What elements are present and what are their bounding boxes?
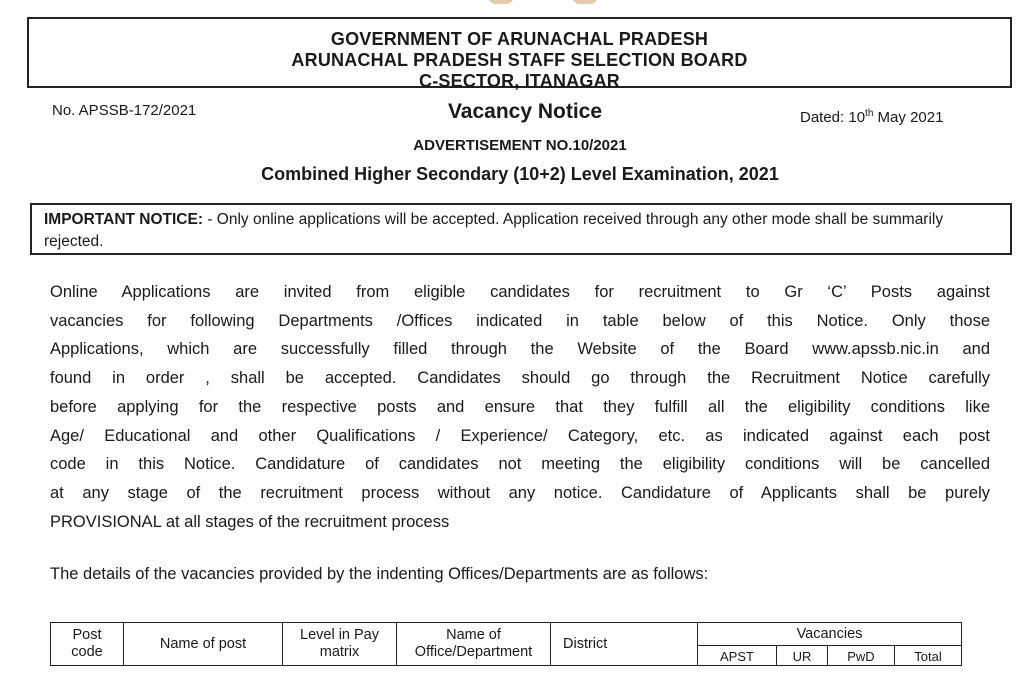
- board-address: C-SECTOR, ITANAGAR: [419, 71, 620, 91]
- letterhead-box: [27, 17, 1012, 91]
- paragraph-line: PROVISIONAL at all stages of the recruitment process: [50, 512, 450, 531]
- reference-row: [0, 100, 1024, 130]
- exam-title: Combined Higher Secondary (10+2) Level Examination, 2021: [261, 164, 779, 184]
- header-level: Level in Pay matrix: [283, 623, 397, 666]
- vacancy-table: [50, 622, 962, 666]
- paragraph-line: Age/ Educational and other Qualifications / Experience/ Category, etc. as indicated against each post: [50, 426, 990, 445]
- header-district: District: [551, 623, 698, 666]
- paragraph-line: at any stage of the recruitment process without any notice. Candidature of Applicants shall be purely: [50, 483, 990, 502]
- header-office: Name of Office/Department: [397, 623, 551, 666]
- vacancy-table-wrap: [50, 622, 962, 682]
- govt-title: GOVERNMENT OF ARUNACHAL PRADESH: [330, 29, 709, 49]
- header-vacancies: Vacancies: [698, 623, 962, 646]
- paragraph-line: vacancies for following Departments /Offices indicated in table below of this Notice. Only those: [50, 311, 990, 330]
- header-name-of-post: Name of post: [124, 623, 283, 666]
- subheader-apst: APST: [698, 646, 777, 666]
- emblem-fragment: [488, 0, 598, 6]
- invitation-paragraph: [50, 278, 990, 536]
- important-notice-text: - Only online applications will be accepted. Application received through any other mode shall be summarily rejected.: [44, 211, 944, 250]
- advertisement-number: ADVERTISEMENT NO.10/2021: [413, 137, 627, 154]
- reference-number: No. APSSB-172/2021: [52, 102, 197, 119]
- notice-date: Dated: 10th May 2021: [800, 108, 944, 126]
- board-title: ARUNACHAL PRADESH STAFF SELECTION BOARD: [291, 50, 748, 70]
- subheader-total: Total: [894, 646, 961, 666]
- subheader-pwd: PwD: [828, 646, 895, 666]
- paragraph-line: code in this Notice. Candidature of candidates not meeting the eligibility conditions will be cancelled: [50, 455, 990, 474]
- subheader-ur: UR: [776, 646, 827, 666]
- paragraph-line: Online Applications are invited from eligible candidates for recruitment to Gr ‘C’ Posts against: [50, 283, 990, 301]
- important-notice-box: [30, 203, 1012, 255]
- paragraph-line: before applying for the respective posts and ensure that they fulfill all the eligibility conditions like: [50, 397, 990, 416]
- paragraph-line: Applications, which are successfully filled through the Website of the Board www.apssb.nic.in and: [50, 340, 990, 359]
- important-notice-label: IMPORTANT NOTICE:: [44, 211, 204, 228]
- paragraph-line: found in order , shall be accepted. Candidates should go through the Recruitment Notice carefully: [50, 369, 990, 388]
- details-intro: The details of the vacancies provided by the indenting Offices/Departments are as follows:: [50, 565, 709, 583]
- header-post-code: Post code: [51, 623, 124, 666]
- notice-title: Vacancy Notice: [447, 100, 603, 123]
